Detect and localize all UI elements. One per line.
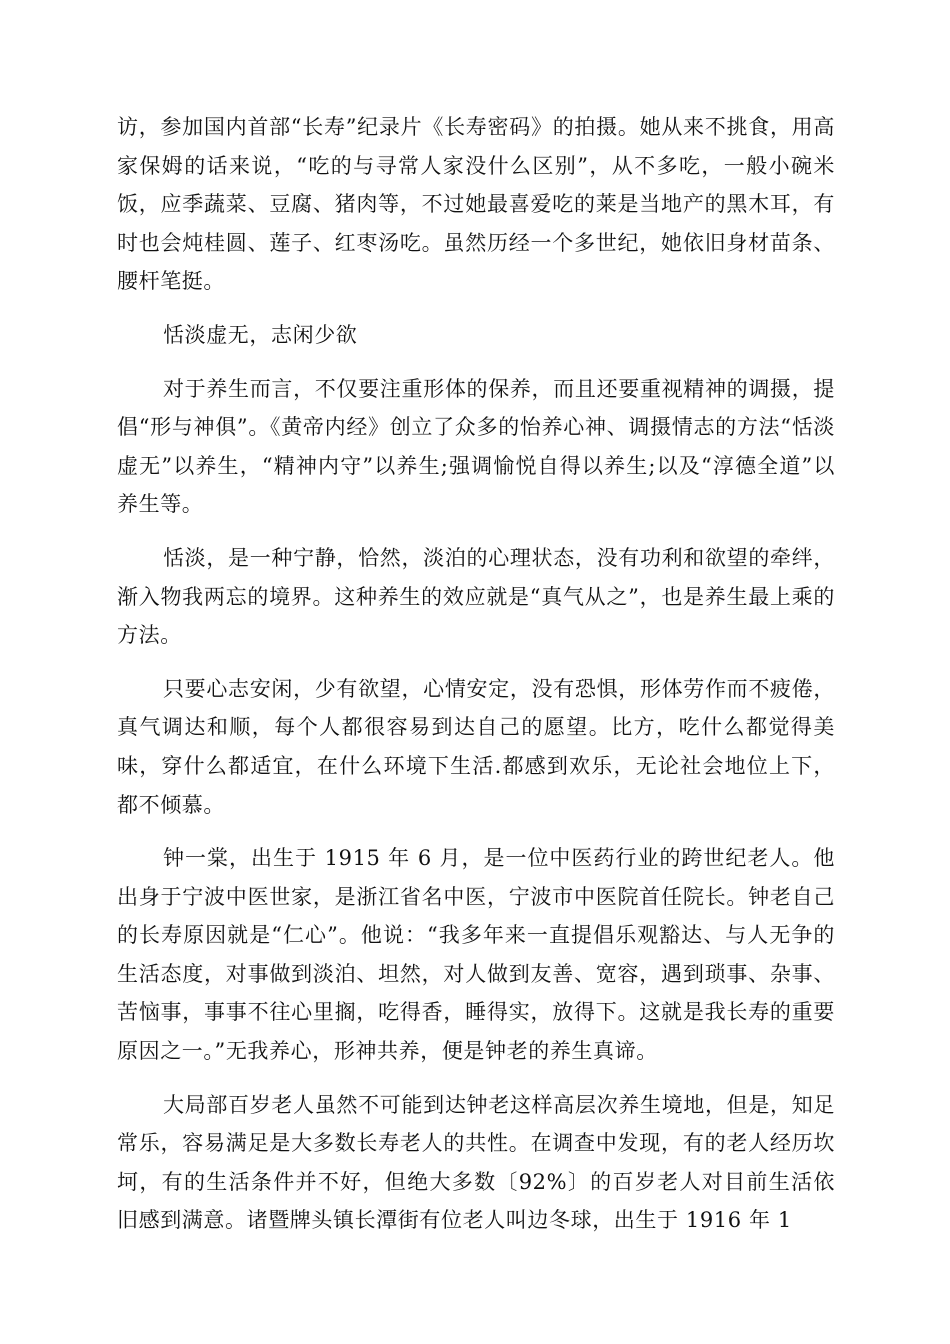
paragraph-5: 钟一棠，出生于 1915 年 6 月，是一位中医药行业的跨世纪老人。他出身于宁波中医世家，是浙江省名中医，宁波市中医院首任院长。钟老自己的长寿原因就是“仁心”。他说：“我多年来一直提倡乐观豁达、与人无争的生活态度，对事做到淡泊、坦然，对人做到友善、宽容，遇到琐事、杂事、苦恼事，事事不往心里搁，吃得香，睡得实，放得下。这就是我长寿的重要原因之一。”无我养心，形神共养，便是钟老的养生真谛。: [117, 846, 835, 1064]
paragraph-1: 访，参加国内首部“长寿”纪录片《长寿密码》的拍摄。她从来不挑食，用高家保姆的话来说，“吃的与寻常人家没什么区别”，从不多吃，一般小碗米饭，应季蔬菜、豆腐、猪肉等，不过她最喜爱吃的莱是当地产的黑木耳，有时也会炖桂圆、莲子、红枣汤吃。虽然历经一个多世纪，她依旧身材苗条、腰杆笔挺。: [117, 115, 835, 294]
paragraph-3: 恬淡，是一种宁静，恰然，淡泊的心理状态，没有功利和欲望的牵绊，渐入物我两忘的境界。这种养生的效应就是“真气从之”，也是养生最上乘的方法。: [117, 545, 835, 648]
section-heading: 恬淡虚无，志闲少欲: [163, 322, 358, 347]
paragraph-4: 只要心志安闲，少有欲望，心情安定，没有恐惧，形体劳作而不疲倦，真气调达和顺，每个人都很容易到达自己的愿望。比方，吃什么都觉得美味，穿什么都适宜，在什么环境下生活.都感到欢乐，无论社会地位上下，都不倾慕。: [117, 676, 835, 817]
paragraph-2: 对于养生而言，不仅要注重形体的保养，而且还要重视精神的调摄，提倡“形与神俱”。《黄帝内经》创立了众多的怡养心神、调摄情志的方法“恬淡虚无”以养生，“精神内守”以养生;强调愉悦自得以养生;以及“淳德全道”以养生等。: [117, 376, 835, 517]
document-body: [117, 108, 835, 1255]
paragraph-6: 大局部百岁老人虽然不可能到达钟老这样高层次养生境地，但是，知足常乐，容易满足是大多数长寿老人的共性。在调查中发现，有的老人经历坎坷，有的生活条件并不好，但绝大多数〔92%〕的百岁老人对目前生活依旧感到满意。诸暨牌头镇长潭街有位老人叫边冬球，出生于 1916 年 1: [117, 1092, 835, 1233]
